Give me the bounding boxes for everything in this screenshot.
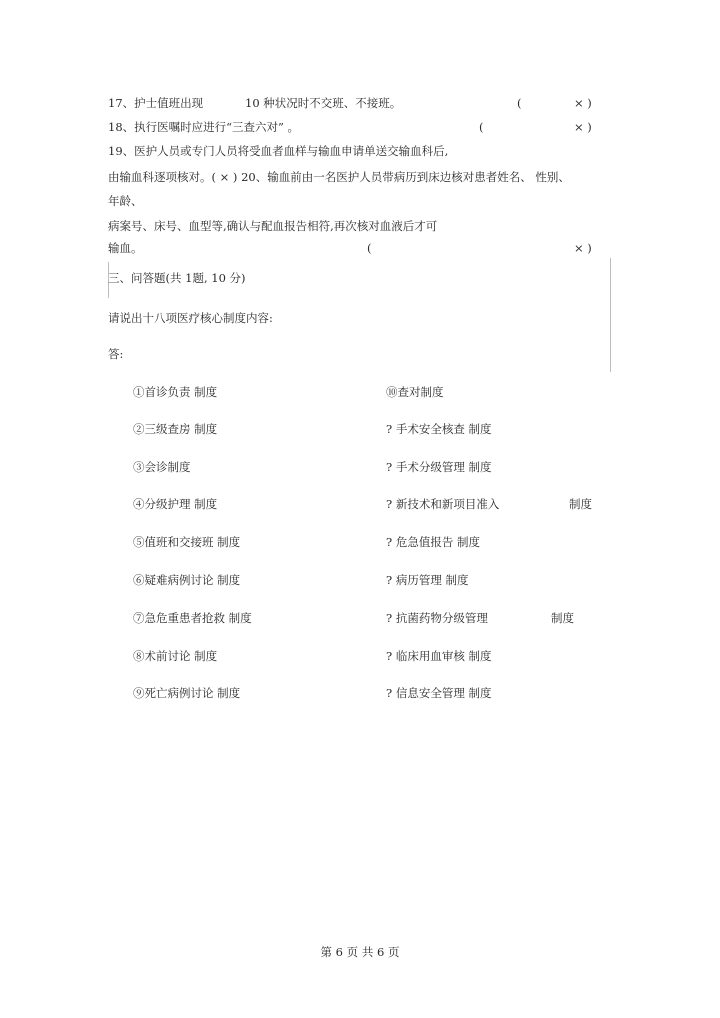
section-right-rule [610, 258, 611, 372]
system-item: ③会诊制度 [133, 460, 191, 474]
system-item: ⑤值班和交接班 制度 [133, 535, 241, 549]
q19-line-5: 输血。 [108, 241, 143, 255]
system-item: ①首诊负责 制度 [133, 385, 218, 399]
question-prompt: 请说出十八项医疗核心制度内容: [108, 311, 273, 325]
q19-line-4: 病案号、床号、血型等,确认与配血报告相符,再次核对血液后才可 [108, 219, 438, 233]
answer-label: 答: [108, 347, 124, 361]
q17-paren-open: ( [517, 96, 522, 110]
system-item: ⑧术前讨论 制度 [133, 649, 218, 663]
system-item: ⑩查对制度 [386, 385, 444, 399]
system-item-suffix: 制度 [569, 497, 592, 511]
q17-answer-mark: × ) [574, 96, 592, 110]
system-item: ? 危急值报告 制度 [386, 535, 480, 549]
system-item: ⑦急危重患者抢救 制度 [133, 611, 252, 625]
q17-text: 17、护士值班出现 [108, 96, 204, 110]
system-item: ? 临床用血审核 制度 [386, 649, 492, 663]
q19-line-3: 年龄、 [108, 194, 143, 208]
system-item: ? 手术分级管理 制度 [386, 460, 492, 474]
system-item: ? 抗菌药物分级管理 [386, 611, 488, 625]
system-item: ⑥疑难病例讨论 制度 [133, 573, 241, 587]
system-item: ④分级护理 制度 [133, 497, 218, 511]
q19-answer-mark: × ) [574, 241, 592, 255]
system-item: ? 病历管理 制度 [386, 573, 469, 587]
system-item: ? 新技术和新项目准入 [386, 497, 500, 511]
q19-paren-open: ( [367, 241, 372, 255]
q19-line-1: 19、医护人员或专门人员将受血者血样与输血申请单送交输血科后, [108, 144, 449, 158]
system-item: ? 手术安全核查 制度 [386, 422, 492, 436]
q18-answer-mark: × ) [574, 120, 592, 134]
system-item: ? 信息安全管理 制度 [386, 686, 492, 700]
q19-line-2: 由输血科逐项核对。( × ) 20、输血前由一名医护人员带病历到床边核对患者姓名、 性别、 [108, 170, 570, 184]
system-item-suffix: 制度 [551, 611, 574, 625]
system-item: ⑨死亡病例讨论 制度 [133, 686, 241, 700]
q18-paren-open: ( [479, 120, 484, 134]
q18-text: 18、执行医嘱时应进行“三查六对” 。 [108, 120, 300, 134]
system-item: ②三级查房 制度 [133, 422, 218, 436]
section-title: 三、问答题(共 1题, 10 分) [108, 271, 246, 285]
page-number: 第 6 页 共 6 页 [320, 945, 400, 959]
q17-text-cont: 10 种状况时不交班、不接班。 [245, 96, 402, 110]
